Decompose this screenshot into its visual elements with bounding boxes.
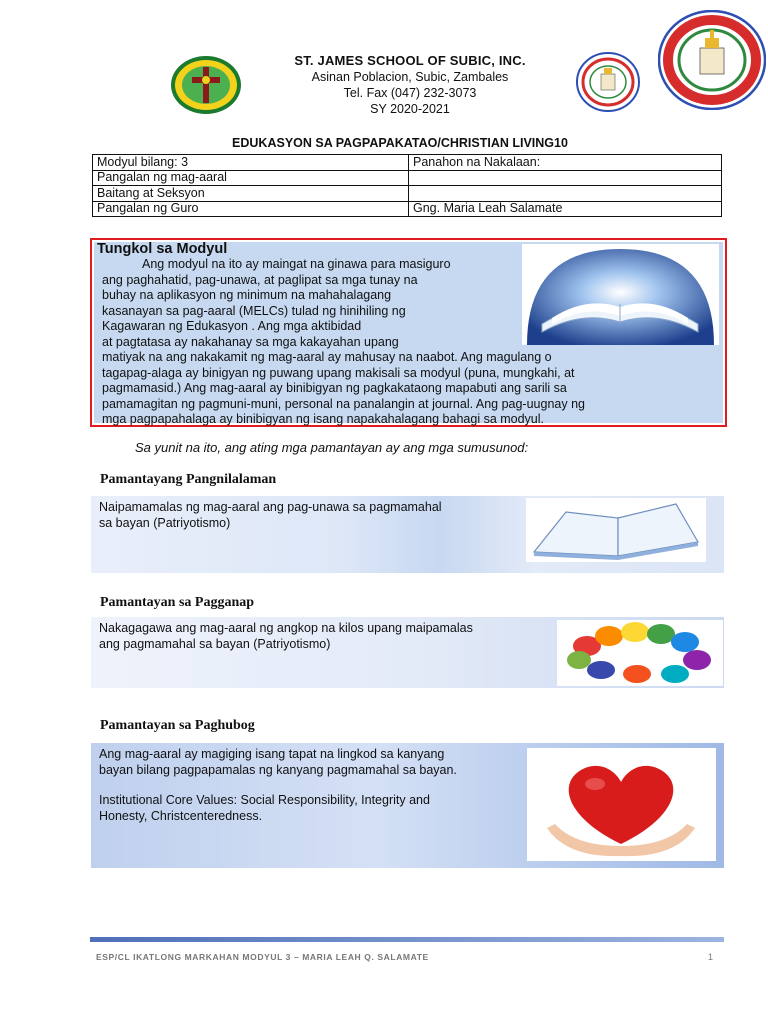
page-number: 1: [708, 952, 714, 962]
content-standard-text: [99, 500, 442, 531]
school-address: Asinan Poblacion, Subic, Zambales: [311, 70, 509, 84]
time-allotted-cell: Panahon na Nakalaan:: [409, 155, 722, 171]
about-module-text-bottom: [102, 350, 688, 428]
paragraph-line: ang paghahatid, pag-unawa, at paglipat sa mga tunay na: [102, 272, 418, 287]
module-info-table: [92, 154, 722, 217]
paragraph-line: pamamagitan ng pagmuni-muni, personal na panalangin at journal. Ang pag-uugnay ng: [102, 396, 585, 411]
teacher-name-label: Pangalan ng Guro: [93, 201, 409, 217]
paragraph-line: Honesty, Christcenteredness.: [99, 808, 263, 823]
footer-text: ESP/CL IKATLONG MARKAHAN MODYUL 3 – MARIA LEAH Q. SALAMATE: [96, 952, 429, 962]
paragraph-line: Nakagagawa ang mag-aaral ng angkop na kilos upang maipamalas: [99, 621, 473, 635]
table-row: [93, 155, 722, 171]
paragraph-line: bayan bilang pagpapamalas ng kanyang pagmamahal sa bayan.: [99, 762, 457, 777]
paragraph-line: pagmamasid.) Ang mag-aaral ay binibigyan ng pagkakataong mapabuti ang sarili sa: [102, 381, 567, 396]
school-logo-left: [170, 55, 242, 115]
paragraph-line: at pagtatasa ay nakahanay sa mga kakayahan upang: [102, 334, 399, 349]
school-telfax: Tel. Fax (047) 232-3073: [343, 86, 477, 100]
paragraph-line: ang pagmamahal sa bayan (Patriyotismo): [99, 636, 331, 651]
student-name-label: Pangalan ng mag-aaral: [93, 170, 409, 186]
paragraph-line: Ang mag-aaral ay magiging isang tapat na lingkod sa kanyang: [99, 747, 445, 761]
colorful-hands-image: [557, 620, 723, 686]
standards-intro: Sa yunit na ito, ang ating mga pamantayan ay ang mga sumusunod:: [135, 440, 529, 455]
document-title: EDUKASYON SA PAGPAPAKATAO/CHRISTIAN LIVING10: [232, 136, 568, 150]
paragraph-line: tagapag-alaga ay binigyan ng puwang upang makisali sa modyul (puna, mungkahi, at: [102, 365, 575, 380]
school-seal-large: [658, 10, 766, 110]
heart-in-hands-image: [527, 748, 716, 861]
table-row: [93, 170, 722, 186]
paragraph-line: Institutional Core Values: Social Responsibility, Integrity and: [99, 793, 430, 807]
module-number-cell: Modyul bilang: 3: [93, 155, 409, 171]
table-row: [93, 186, 722, 202]
performance-standard-heading: Pamantayan sa Pagganap: [100, 595, 255, 610]
grade-section-label: Baitang at Seksyon: [93, 186, 409, 202]
paragraph-line: sa bayan (Patriyotismo): [99, 515, 231, 530]
content-standard-panel: [91, 496, 724, 573]
about-module-title: Tungkol sa Modyul: [97, 241, 228, 257]
content-standard-heading: Pamantayang Pangnilalaman: [100, 472, 277, 487]
footer-divider: [90, 937, 724, 942]
school-seal-small: [576, 52, 640, 112]
paragraph-line: Naipamamalas ng mag-aaral ang pag-unawa sa pagmamahal: [99, 500, 442, 514]
about-module-text-top: [102, 257, 484, 351]
paragraph-line: Kagawaran ng Edukasyon . Ang mga aktibidad: [102, 319, 362, 334]
book-image: [526, 498, 706, 562]
formation-standard-panel: [91, 743, 724, 868]
school-name: ST. JAMES SCHOOL OF SUBIC, INC.: [294, 53, 526, 68]
table-row: [93, 201, 722, 217]
paragraph-line: Ang modyul na ito ay maingat na ginawa para masiguro: [142, 257, 451, 271]
student-name-field[interactable]: [409, 170, 722, 186]
paragraph-line: matiyak na ang nakakamit ng mag-aaral ay mahusay na naabot. Ang magulang o: [102, 350, 552, 364]
performance-standard-text: [99, 621, 473, 652]
paragraph-line: kasanayan sa pag-aaral (MELCs) tulad ng hinihiling ng: [102, 303, 406, 318]
formation-standard-heading: Pamantayan sa Paghubog: [100, 718, 255, 733]
performance-standard-panel: [91, 617, 724, 688]
school-year: SY 2020-2021: [370, 102, 450, 116]
formation-standard-text: [99, 747, 457, 824]
grade-section-field[interactable]: [409, 186, 722, 202]
teacher-name-value: Gng. Maria Leah Salamate: [409, 201, 722, 217]
paragraph-line: mga pagpapahalaga ay binibigyan ng isang napakahalagang bahagi sa modyul.: [102, 412, 545, 427]
open-book-illustration: [522, 244, 719, 345]
paragraph-line: buhay na aplikasyon ng minimum na mahahalagang: [102, 288, 392, 303]
about-module-box: [90, 238, 727, 427]
